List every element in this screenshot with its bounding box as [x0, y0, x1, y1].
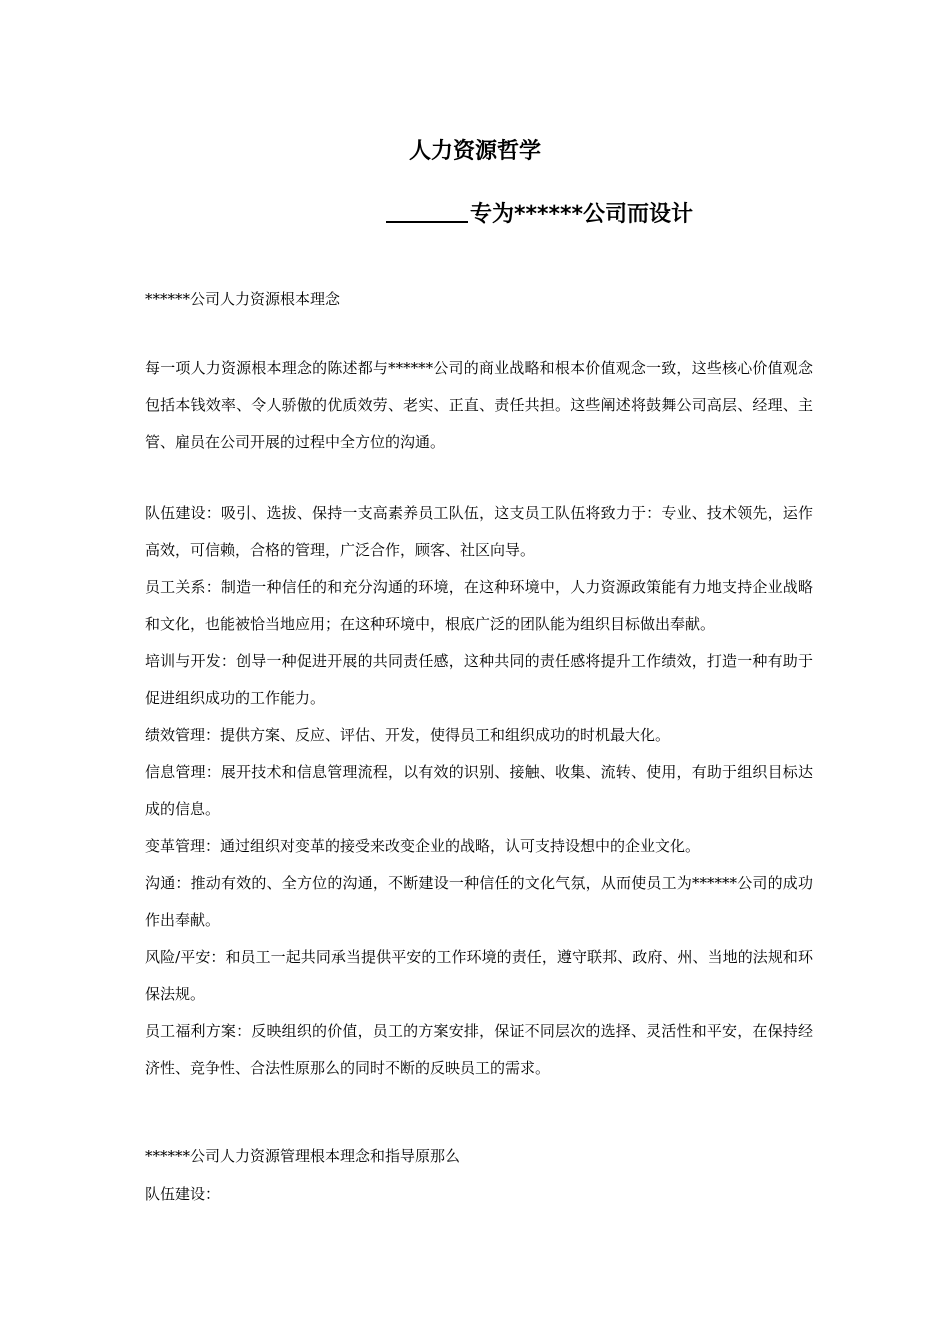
- concept-item-risk-safety: 风险/平安：和员工一起共同承当提供平安的工作环境的责任，遵守联邦、政府、州、当地的法规和环保法规。: [145, 948, 813, 1003]
- fill-in-blank-line: [386, 199, 468, 223]
- concept-item-information: 信息管理：展开技术和信息管理流程，以有效的识别、接触、收集、流转、使用，有助于组织目标达成的信息。: [145, 763, 813, 818]
- concept-items-list: [145, 495, 813, 1087]
- concept-item-performance: 绩效管理：提供方案、反应、评估、开发，使得员工和组织成功的时机最大化。: [145, 726, 671, 744]
- subsection-heading-team-building: 队伍建设：: [145, 1185, 221, 1203]
- concept-item-communication: 沟通：推动有效的、全方位的沟通，不断建设一种信任的文化气氛，从而使员工为******公司的成功作出奉献。: [145, 874, 813, 929]
- concept-item-team-building: 队伍建设：吸引、选拔、保持一支高素养员工队伍，这支员工队伍将致力于：专业、技术领先，运作高效，可信赖，合格的管理，广泛合作，顾客、社区向导。: [145, 504, 813, 559]
- concept-item-benefits: 员工福利方案：反映组织的价值，员工的方案安排，保证不同层次的选择、灵活性和平安，在保持经济性、竞争性、合法性原那么的同时不断的反映员工的需求。: [145, 1022, 813, 1077]
- subtitle-text: 专为******公司而设计: [470, 202, 694, 227]
- document-title: 人力资源哲学: [408, 139, 541, 164]
- intro-paragraph: 每一项人力资源根本理念的陈述都与******公司的商业战略和根本价值观念一致，这些核心价值观念包括本钱效率、令人骄傲的优质效劳、老实、正直、责任共担。这些阐述将鼓舞公司高层、经理、主管、雇员在公司开展的过程中全方位的沟通。: [145, 359, 813, 451]
- concept-item-change: 变革管理：通过组织对变革的接受来改变企业的战略，认可支持设想中的企业文化。: [145, 837, 701, 855]
- document-subtitle: [386, 199, 693, 231]
- section-heading-guiding-principles: ******公司人力资源管理根本理念和指导原那么: [145, 1147, 461, 1165]
- concept-item-training: 培训与开发：创导一种促进开展的共同责任感，这种共同的责任感将提升工作绩效，打造一种有助于促进组织成功的工作能力。: [145, 652, 813, 707]
- concept-item-employee-relations: 员工关系：制造一种信任的和充分沟通的环境，在这种环境中，人力资源政策能有力地支持企业战略和文化，也能被恰当地应用；在这种环境中，根底广泛的团队能为组织目标做出奉献。: [145, 578, 813, 633]
- section-heading-basic-concepts: ******公司人力资源根本理念: [145, 290, 341, 308]
